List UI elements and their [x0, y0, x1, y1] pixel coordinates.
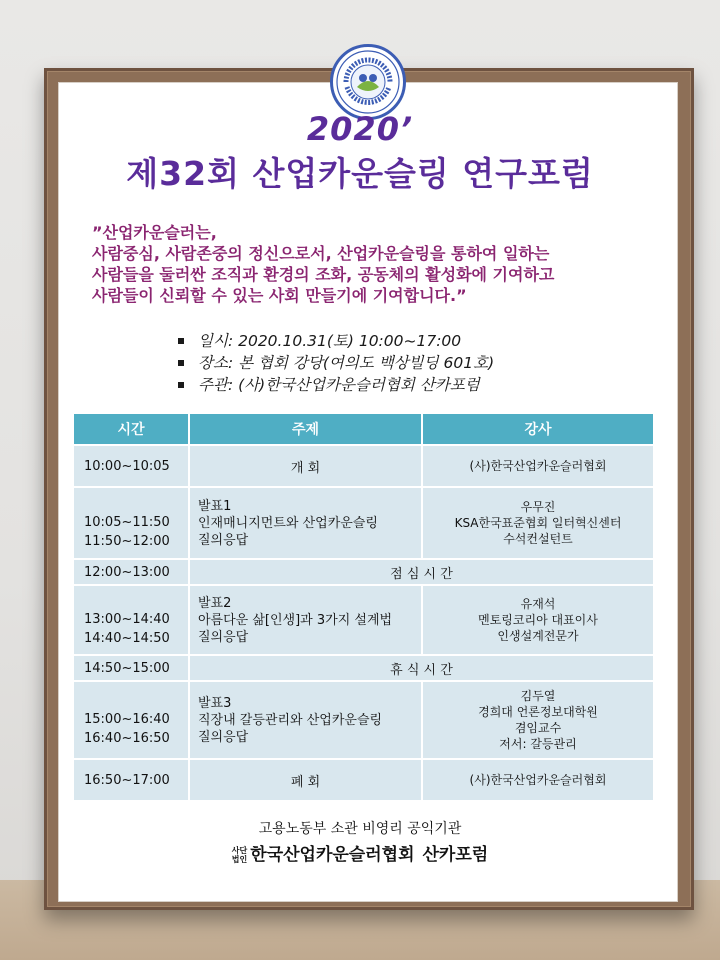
header-time: 시간	[73, 413, 189, 445]
row-topic: 발표2 아름다운 삶[인생]과 3가지 설계법 질의응답	[189, 585, 422, 655]
table-row	[73, 585, 654, 655]
row-time: 10:00~10:05	[73, 445, 189, 487]
row-time: 13:00~14:40 14:40~14:50	[73, 585, 189, 655]
row-speaker: 유재석 멘토링코리아 대표이사 인생설계전문가	[422, 585, 654, 655]
event-date: 일시: 2020.10.31(토) 10:00~17:00	[176, 330, 656, 352]
table-row	[73, 759, 654, 801]
table-row	[73, 487, 654, 559]
poster-title: 제32회 산업카운슬링 연구포럼	[126, 154, 594, 193]
quote-line: ”산업카운슬러는,	[92, 223, 217, 242]
quote-line: 사람들을 둘러싼 조직과 환경의 조화, 공동체의 활성화에 기여하고	[92, 265, 555, 284]
footer-ministry-line: 고용노동부 소관 비영리 공익기관	[258, 821, 462, 837]
footer-organization	[0, 840, 720, 865]
event-info-list	[176, 330, 656, 396]
event-place: 장소: 본 협회 강당(여의도 백상빌딩 601호)	[176, 352, 656, 374]
poster-year: 2020’	[306, 110, 414, 148]
mission-quote	[92, 222, 652, 306]
row-topic: 발표1 인재매니지먼트와 산업카운슬링 질의응답	[189, 487, 422, 559]
row-time: 10:05~11:50 11:50~12:00	[73, 487, 189, 559]
table-row	[73, 445, 654, 487]
forum-brand: 산카포럼	[422, 845, 489, 865]
row-time: 16:50~17:00	[73, 759, 189, 801]
row-speaker: (사)한국산업카운슬러협회	[422, 445, 654, 487]
corporation-prefix: 사단 법인	[231, 846, 248, 864]
quote-line: 사람들이 신뢰할 수 있는 사회 만들기에 기여합니다.”	[92, 286, 467, 305]
organization-name: 한국산업카운슬러협회	[250, 845, 415, 865]
row-topic: 개 회	[189, 445, 422, 487]
row-speaker: 김두열 경희대 언론정보대학원 겸임교수 저서: 갈등관리	[422, 681, 654, 759]
row-time: 15:00~16:40 16:40~16:50	[73, 681, 189, 759]
header-speaker: 강사	[422, 413, 654, 445]
header-topic: 주제	[189, 413, 422, 445]
association-seal-logo	[330, 44, 406, 120]
quote-line: 사람중심, 사람존중의 정신으로서, 산업카운슬링을 통하여 일하는	[92, 244, 550, 263]
row-speaker: 우무진 KSA한국표준협회 일터혁신센터 수석컨설턴트	[422, 487, 654, 559]
table-row	[73, 655, 654, 681]
row-topic: 발표3 직장내 갈등관리와 산업카운슬링 질의응답	[189, 681, 422, 759]
event-host: 주관: (사)한국산업카운슬러협회 산카포럼	[176, 374, 656, 396]
row-time: 14:50~15:00	[73, 655, 189, 681]
table-row	[73, 559, 654, 585]
schedule-table	[72, 412, 655, 802]
row-time: 12:00~13:00	[73, 559, 189, 585]
row-topic: 폐 회	[189, 759, 422, 801]
schedule-header-row	[73, 413, 654, 445]
row-speaker: (사)한국산업카운슬러협회	[422, 759, 654, 801]
break-label: 점 심 시 간	[189, 559, 654, 585]
table-row	[73, 681, 654, 759]
break-label: 휴 식 시 간	[189, 655, 654, 681]
